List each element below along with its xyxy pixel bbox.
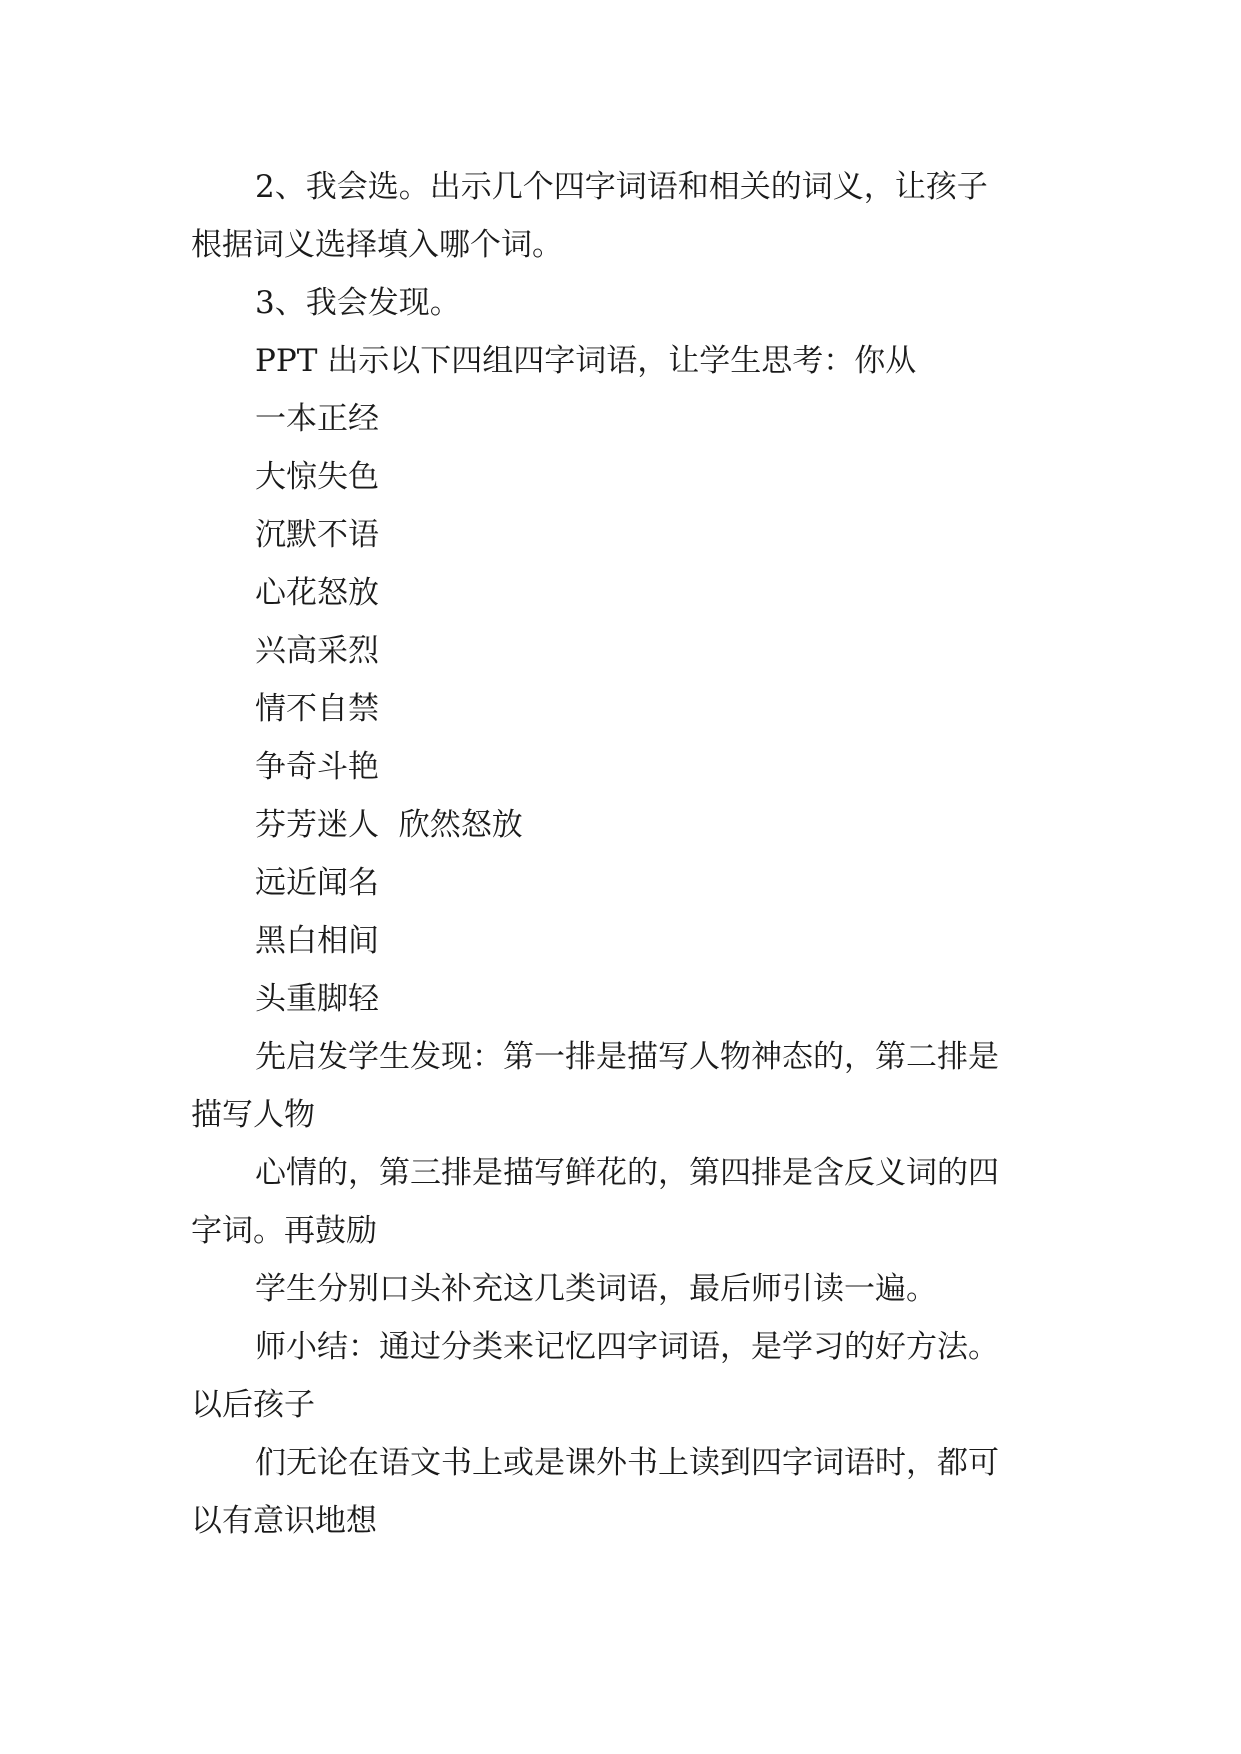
- idiom-line: 情不自禁: [255, 691, 379, 727]
- paragraph-line: 以后孩子: [191, 1387, 315, 1423]
- paragraph-line: 3、我会发现。: [255, 285, 461, 321]
- idiom-line: 一本正经: [255, 401, 379, 437]
- paragraph-line: PPT 出示以下四组四字词语，让学生思考：你从: [255, 343, 917, 379]
- paragraph-line: 师小结：通过分类来记忆四字词语，是学习的好方法。: [255, 1329, 999, 1365]
- idiom-line: 黑白相间: [255, 923, 379, 959]
- paragraph-line: 心情的，第三排是描写鲜花的，第四排是含反义词的四: [255, 1155, 999, 1191]
- idiom-line: 大惊失色: [255, 459, 379, 495]
- paragraph-line: 根据词义选择填入哪个词。: [191, 227, 563, 263]
- paragraph-line: 学生分别口头补充这几类词语，最后师引读一遍。: [255, 1271, 937, 1307]
- idiom-line: 争奇斗艳: [255, 749, 379, 785]
- paragraph-line: 字词。再鼓励: [191, 1213, 377, 1249]
- paragraph-line: 以有意识地想: [191, 1503, 377, 1539]
- idiom-line: 头重脚轻: [255, 981, 379, 1017]
- idiom-line: 远近闻名: [255, 865, 379, 901]
- paragraph-line: 们无论在语文书上或是课外书上读到四字词语时，都可: [255, 1445, 999, 1481]
- paragraph-line: 2、我会选。出示几个四字词语和相关的词义，让孩子: [255, 169, 988, 205]
- paragraph-line: 先启发学生发现：第一排是描写人物神态的，第二排是: [255, 1039, 999, 1075]
- idiom-line: 沉默不语: [255, 517, 379, 553]
- idiom-line: 心花怒放: [255, 575, 379, 611]
- paragraph-line: 描写人物: [191, 1097, 315, 1133]
- idiom-line: 兴高采烈: [255, 633, 379, 669]
- idiom-line: 芬芳迷人 欣然怒放: [255, 807, 523, 843]
